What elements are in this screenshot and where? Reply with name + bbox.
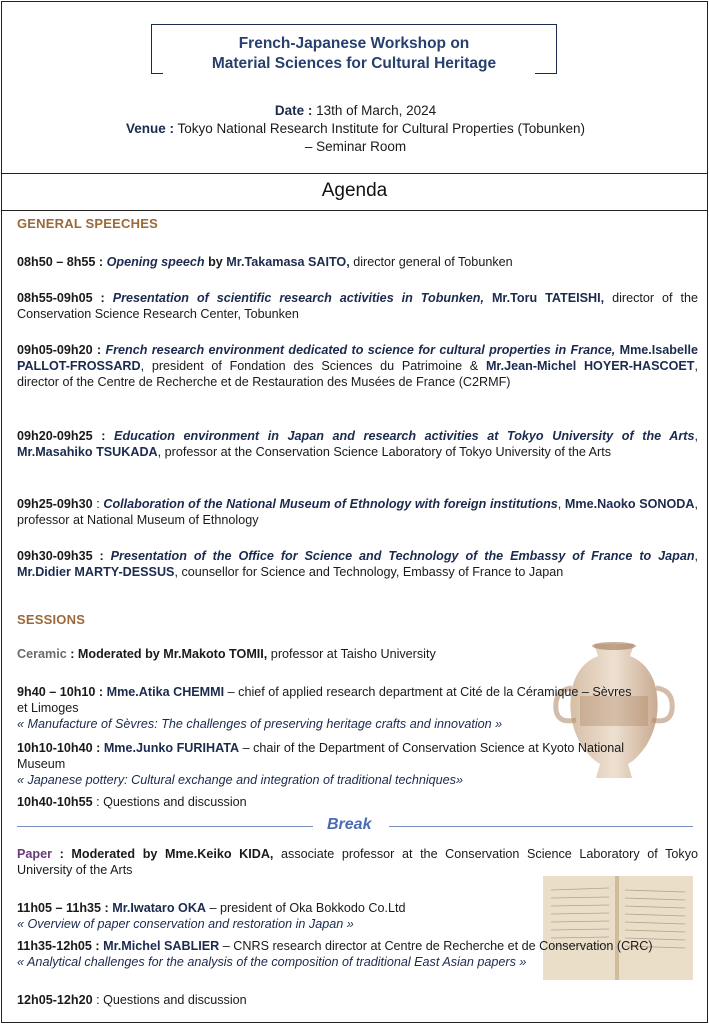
talk-title-quote: « Overview of paper conservation and restoration in Japan » <box>17 917 354 931</box>
speaker-desc: director general of Tobunken <box>349 255 513 269</box>
speech-item-3 <box>17 342 698 390</box>
date-label: Date : <box>274 103 313 118</box>
title-box <box>151 24 557 74</box>
talk-desc: – chair of the Department of Conservation Science at Kyoto National Museum <box>17 741 625 771</box>
qa-time: 12h05-12h20 <box>17 993 93 1007</box>
speech-by: , <box>694 549 699 563</box>
speaker-name: Mme.Naoko SONODA <box>564 497 695 511</box>
speech-title: French research environment dedicated to science for cultural properties in France, <box>105 343 616 357</box>
talk-time: 11h35-12h05 : <box>17 939 100 953</box>
speech-time: 08h50 – 8h55 : <box>17 255 104 269</box>
speech-by: , <box>694 429 698 443</box>
moderated-by: : Moderated by <box>52 847 166 861</box>
moderator-desc: professor at Taisho University <box>267 647 436 661</box>
speech-title: Opening speech <box>106 255 205 269</box>
talk-time: 10h10-10h40 : <box>17 741 101 755</box>
date-value: 13th of March, 2024 <box>312 103 437 118</box>
talk-desc: – chief of applied research department at Cité de la Céramique – Sèvres et Limoges <box>17 685 632 715</box>
paper-talk-2 <box>17 938 698 970</box>
moderator-desc: associate professor at the Conservation Science Laboratory of Tokyo University of the Arts <box>17 847 699 877</box>
speaker-desc: , president of Fondation des Sciences du Patrimoine & <box>140 359 486 373</box>
paper-session-header <box>17 846 698 878</box>
speech-time: 09h25-09h30 <box>17 497 93 511</box>
speech-title: Collaboration of the National Museum of Ethnology with foreign institutions <box>103 497 558 511</box>
speech-by: by <box>204 255 227 269</box>
speaker-name: Mr.Takamasa SAITO, <box>226 255 350 269</box>
speech-title: Education environment in Japan and research activities at Tokyo University of the Arts <box>114 429 695 443</box>
speech-item-1 <box>17 254 698 270</box>
agenda-heading: Agenda <box>2 173 707 211</box>
speech-by: , <box>557 497 565 511</box>
talk-speaker: Mme.Junko FURIHATA <box>103 741 240 755</box>
paper-talk-1 <box>17 900 698 932</box>
qa-text: : Questions and discussion <box>92 795 247 809</box>
speaker-desc: director of the Conservation Science Research Center, Tobunken <box>17 291 698 321</box>
moderator-name: Mme.Keiko KIDA, <box>165 847 274 861</box>
qa-time: 10h40-10h55 <box>17 795 93 809</box>
speaker-name: Mr.Didier MARTY-DESSUS <box>17 565 175 579</box>
speaker-desc: , professor at National Museum of Ethnology <box>17 497 698 527</box>
talk-speaker: Mme.Atika CHEMMI <box>106 685 225 699</box>
moderator-name: Mr.Makoto TOMII, <box>163 647 268 661</box>
speech-title: Presentation of scientific research activities in Tobunken, <box>112 291 484 305</box>
speaker-desc: , professor at the Conservation Science Laboratory of Tokyo University of the Arts <box>157 445 612 459</box>
general-speeches-heading: GENERAL SPEECHES <box>17 216 158 231</box>
speaker-name-2: Mr.Jean-Michel HOYER-HASCOET <box>485 359 695 373</box>
talk-desc: – president of Oka Bokkodo Co.Ltd <box>206 901 406 915</box>
talk-time: 11h05 – 11h35 : <box>17 901 109 915</box>
speech-time: 09h20-09h25 : <box>17 429 106 443</box>
ceramic-talk-2 <box>17 740 657 788</box>
speech-time: 08h55-09h05 : <box>17 291 105 305</box>
talk-title-quote: « Japanese pottery: Cultural exchange and integration of traditional techniques» <box>17 773 463 787</box>
speech-item-4 <box>17 428 698 460</box>
sessions-heading: SESSIONS <box>17 612 86 627</box>
talk-speaker: Mr.Michel SABLIER <box>103 939 220 953</box>
venue-value: Tokyo National Research Institute for Cultural Properties (Tobunken) <box>174 121 585 136</box>
talk-desc: – CNRS research director at Centre de Recherche et de Conservation (CRC) <box>219 939 653 953</box>
speaker-name: Mme.Isabelle PALLOT-FROSSARD <box>17 343 699 373</box>
speech-by <box>484 291 492 305</box>
speaker-desc: , counsellor for Science and Technology, Embassy of France to Japan <box>174 565 564 579</box>
workshop-title-line2: Material Sciences for Cultural Heritage <box>211 55 497 72</box>
paper-label: Paper <box>17 847 53 861</box>
break-divider <box>17 816 698 833</box>
speaker-name: Mr.Toru TATEISHI, <box>491 291 605 305</box>
venue-value-line2: – Seminar Room <box>304 139 407 154</box>
agenda-page <box>1 1 708 1023</box>
qa-text: : Questions and discussion <box>92 993 247 1007</box>
speech-time: 09h30-09h35 : <box>17 549 104 563</box>
venue-label: Venue : <box>126 121 175 136</box>
ceramic-qa <box>17 794 698 810</box>
paper-qa <box>17 992 698 1008</box>
break-label: Break <box>327 816 372 833</box>
event-info <box>2 102 709 156</box>
talk-title-quote: « Analytical challenges for the analysis of the composition of traditional East Asian papers » <box>17 955 527 969</box>
talk-time: 9h40 – 10h10 : <box>17 685 104 699</box>
speech-title: Presentation of the Office for Science and Technology of the Embassy of France to Japan <box>110 549 695 563</box>
ceramic-session-header <box>17 646 547 662</box>
workshop-title-line1: French-Japanese Workshop on <box>238 35 470 52</box>
moderated-by: : Moderated by <box>66 647 164 661</box>
speech-item-6 <box>17 548 698 580</box>
speech-sep: : <box>92 497 104 511</box>
ceramic-label: Ceramic <box>17 647 67 661</box>
speaker-desc-2: , director of the Centre de Recherche et de Restauration des Musées de France (C2RMF) <box>17 359 698 389</box>
workshop-title <box>151 34 557 74</box>
speech-item-2 <box>17 290 698 322</box>
speech-item-5 <box>17 496 698 528</box>
speaker-name: Mr.Masahiko TSUKADA <box>17 445 158 459</box>
speech-time: 09h05-09h20 : <box>17 343 102 357</box>
ceramic-talk-1 <box>17 684 637 732</box>
talk-title-quote: « Manufacture of Sèvres: The challenges of preserving heritage crafts and innovation » <box>17 717 503 731</box>
talk-speaker: Mr.Iwataro OKA <box>112 901 207 915</box>
